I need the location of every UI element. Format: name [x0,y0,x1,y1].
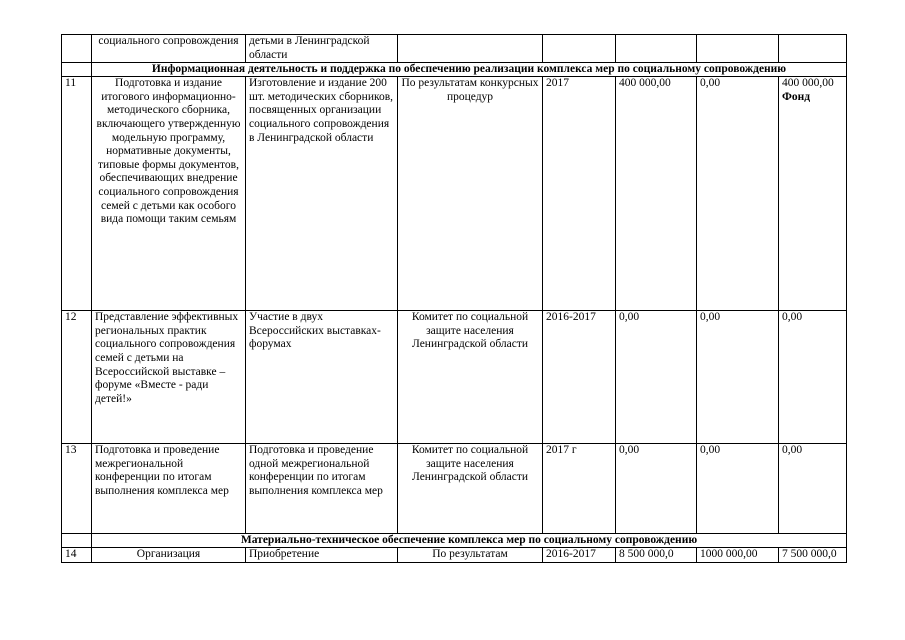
cell-v2 [779,35,847,63]
plan-table [61,34,847,563]
cell-result: Участие в двух Всероссийских выставках-форумах [246,311,398,444]
cell-result: детьми в Ленинградской области [246,35,398,63]
cell-period [543,35,616,63]
table-row [62,444,847,534]
section-header-row [62,534,847,548]
table-row [62,548,847,563]
table-row [62,35,847,63]
table-row [62,311,847,444]
cell-event: Подготовка и издание итогового информационно-методического сборника, включающего утвержденную модельную программу, нормативные документы, типовые формы документов, обеспечивающих внедрение социального сопровождения семей с детьми как особого вида помощи таким семьям [92,77,246,311]
cell-num: 14 [62,548,92,563]
cell-period: 2016-2017 [543,311,616,444]
section-num-cell [62,63,92,77]
cell-result: Изготовление и издание 200 шт. методических сборников, посвященных организации социального сопровождения в Ленинградской области [246,77,398,311]
cell-num: 11 [62,77,92,311]
cell-total: 0,00 [616,444,697,534]
cell-executor: Комитет по социальной защите населения Ленинградской области [398,444,543,534]
fund-note: Фонд [782,90,811,103]
cell-event: социального сопровождения [92,35,246,63]
cell-v1: 0,00 [697,311,779,444]
cell-total: 0,00 [616,311,697,444]
section-title: Материально-техническое обеспечение комплекса мер по социальному сопровождению [92,534,847,548]
section-title: Информационная деятельность и поддержка по обеспечению реализации комплекса мер по социальному сопровождению [92,63,847,77]
cell-v1: 1000 000,00 [697,548,779,563]
cell-v1 [697,35,779,63]
cell-executor [398,35,543,63]
cell-executor: По результатам конкурсных процедур [398,77,543,311]
cell-period: 2017 г [543,444,616,534]
cell-executor: По результатам [398,548,543,563]
cell-result: Подготовка и проведение одной межрегиональной конференции по итогам выполнения комплекса мер [246,444,398,534]
cell-num: 13 [62,444,92,534]
cell-v2: 0,00 [779,311,847,444]
section-header-row [62,63,847,77]
cell-total [616,35,697,63]
cell-total: 8 500 000,0 [616,548,697,563]
cell-event: Подготовка и проведение межрегиональной конференции по итогам выполнения комплекса мер [92,444,246,534]
cell-event: Организация [92,548,246,563]
cell-num [62,35,92,63]
cell-total: 400 000,00 [616,77,697,311]
cell-result: Приобретение [246,548,398,563]
section-num-cell [62,534,92,548]
cell-executor: Комитет по социальной защите населения Ленинградской области [398,311,543,444]
cell-period: 2016-2017 [543,548,616,563]
cell-period: 2017 [543,77,616,311]
cell-v1: 0,00 [697,77,779,311]
cell-v2: 0,00 [779,444,847,534]
cell-v2 [779,77,847,311]
cell-event: Представление эффективных региональных практик социального сопровождения семей с детьми на Всероссийской выставке – форуме «Вместе - ради детей!» [92,311,246,444]
table-row [62,77,847,311]
cell-v2: 7 500 000,0 [779,548,847,563]
cell-v2-value: 400 000,00 [782,77,834,90]
cell-v1: 0,00 [697,444,779,534]
cell-num: 12 [62,311,92,444]
